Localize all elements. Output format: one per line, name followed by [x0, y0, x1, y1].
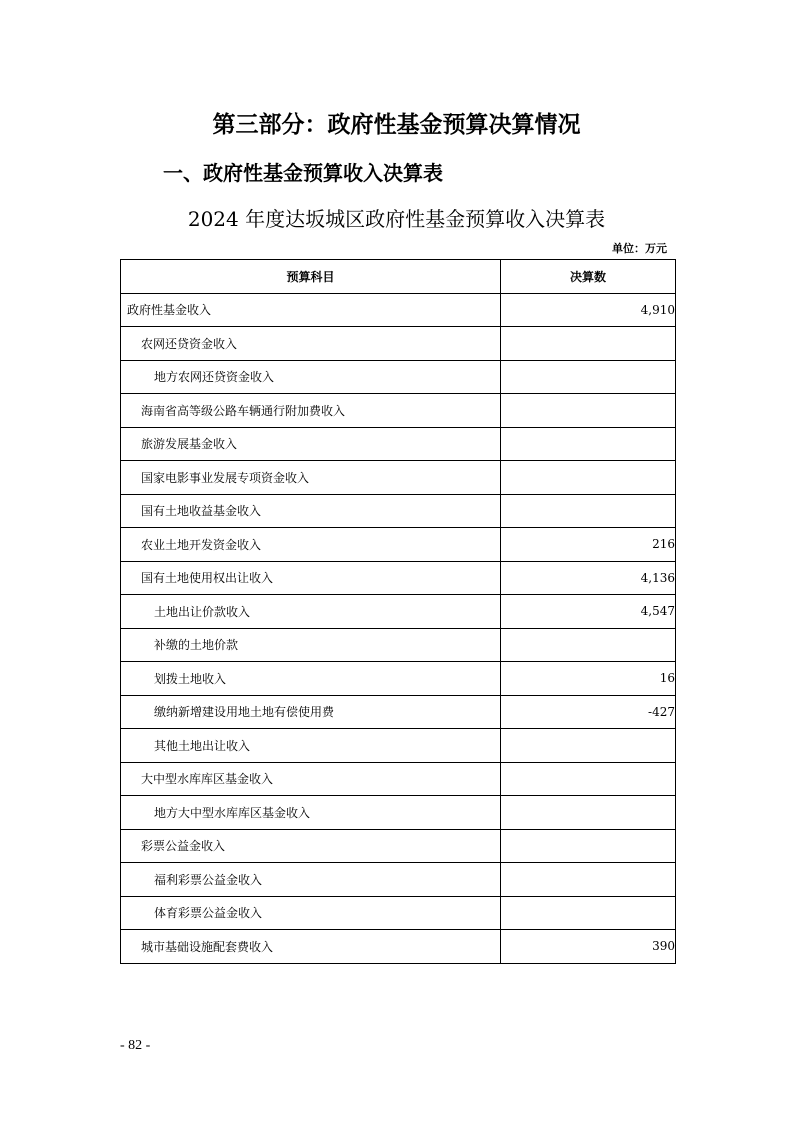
table-row [121, 561, 676, 595]
row-item-value [501, 327, 676, 361]
table-row [121, 863, 676, 897]
table-row [121, 595, 676, 629]
table-row [121, 528, 676, 562]
row-item-name: 国有土地使用权出让收入 [121, 561, 501, 595]
table-row [121, 762, 676, 796]
table-row [121, 829, 676, 863]
row-item-value [501, 394, 676, 428]
row-item-name: 土地出让价款收入 [121, 595, 501, 629]
row-item-value [501, 896, 676, 930]
row-item-name: 缴纳新增建设用地土地有偿使用费 [121, 695, 501, 729]
row-item-value: 4,547 [501, 595, 676, 629]
table-title: 2024 年度达坂城区政府性基金预算收入决算表 [187, 207, 606, 231]
row-item-name: 海南省高等级公路车辆通行附加费收入 [121, 394, 501, 428]
row-item-name: 地方农网还贷资金收入 [121, 360, 501, 394]
table-row [121, 327, 676, 361]
budget-table [120, 259, 676, 964]
row-item-value [501, 863, 676, 897]
table-row [121, 729, 676, 763]
row-item-value: 16 [501, 662, 676, 696]
table-row [121, 628, 676, 662]
row-item-name: 补缴的土地价款 [121, 628, 501, 662]
row-item-name: 其他土地出让收入 [121, 729, 501, 763]
table-row [121, 662, 676, 696]
row-item-name: 大中型水库库区基金收入 [121, 762, 501, 796]
row-item-name: 旅游发展基金收入 [121, 427, 501, 461]
row-item-name: 体育彩票公益金收入 [121, 896, 501, 930]
row-item-value [501, 829, 676, 863]
row-item-name: 国有土地收益基金收入 [121, 494, 501, 528]
row-item-name: 政府性基金收入 [121, 293, 501, 327]
unit-label: 单位：万元 [612, 242, 667, 255]
row-item-value [501, 762, 676, 796]
table-row [121, 394, 676, 428]
row-item-name: 福利彩票公益金收入 [121, 863, 501, 897]
table-row [121, 796, 676, 830]
row-item-value [501, 461, 676, 495]
table-body [121, 293, 676, 963]
row-item-value: -427 [501, 695, 676, 729]
part-title: 第三部分：政府性基金预算决算情况 [212, 112, 581, 138]
row-item-value [501, 796, 676, 830]
row-item-name: 国家电影事业发展专项资金收入 [121, 461, 501, 495]
row-item-value [501, 360, 676, 394]
row-item-value [501, 729, 676, 763]
row-item-value [501, 494, 676, 528]
table-row [121, 896, 676, 930]
row-item-name: 农网还贷资金收入 [121, 327, 501, 361]
row-item-value: 4,136 [501, 561, 676, 595]
section-title: 一、政府性基金预算收入决算表 [163, 161, 443, 185]
table-header-row [121, 260, 676, 294]
header-budget-item: 预算科目 [121, 260, 501, 294]
row-item-name: 彩票公益金收入 [121, 829, 501, 863]
table-row [121, 293, 676, 327]
table-row [121, 695, 676, 729]
page-number: - 82 - [120, 1038, 151, 1053]
row-item-name: 城市基础设施配套费收入 [121, 930, 501, 964]
table-row [121, 930, 676, 964]
table-row [121, 427, 676, 461]
table-row [121, 360, 676, 394]
row-item-value: 4,910 [501, 293, 676, 327]
row-item-name: 农业土地开发资金收入 [121, 528, 501, 562]
row-item-value [501, 628, 676, 662]
header-final-amount: 决算数 [501, 260, 676, 294]
row-item-name: 地方大中型水库库区基金收入 [121, 796, 501, 830]
row-item-value [501, 427, 676, 461]
table-row [121, 494, 676, 528]
row-item-value: 390 [501, 930, 676, 964]
table-row [121, 461, 676, 495]
row-item-value: 216 [501, 528, 676, 562]
row-item-name: 划拨土地收入 [121, 662, 501, 696]
